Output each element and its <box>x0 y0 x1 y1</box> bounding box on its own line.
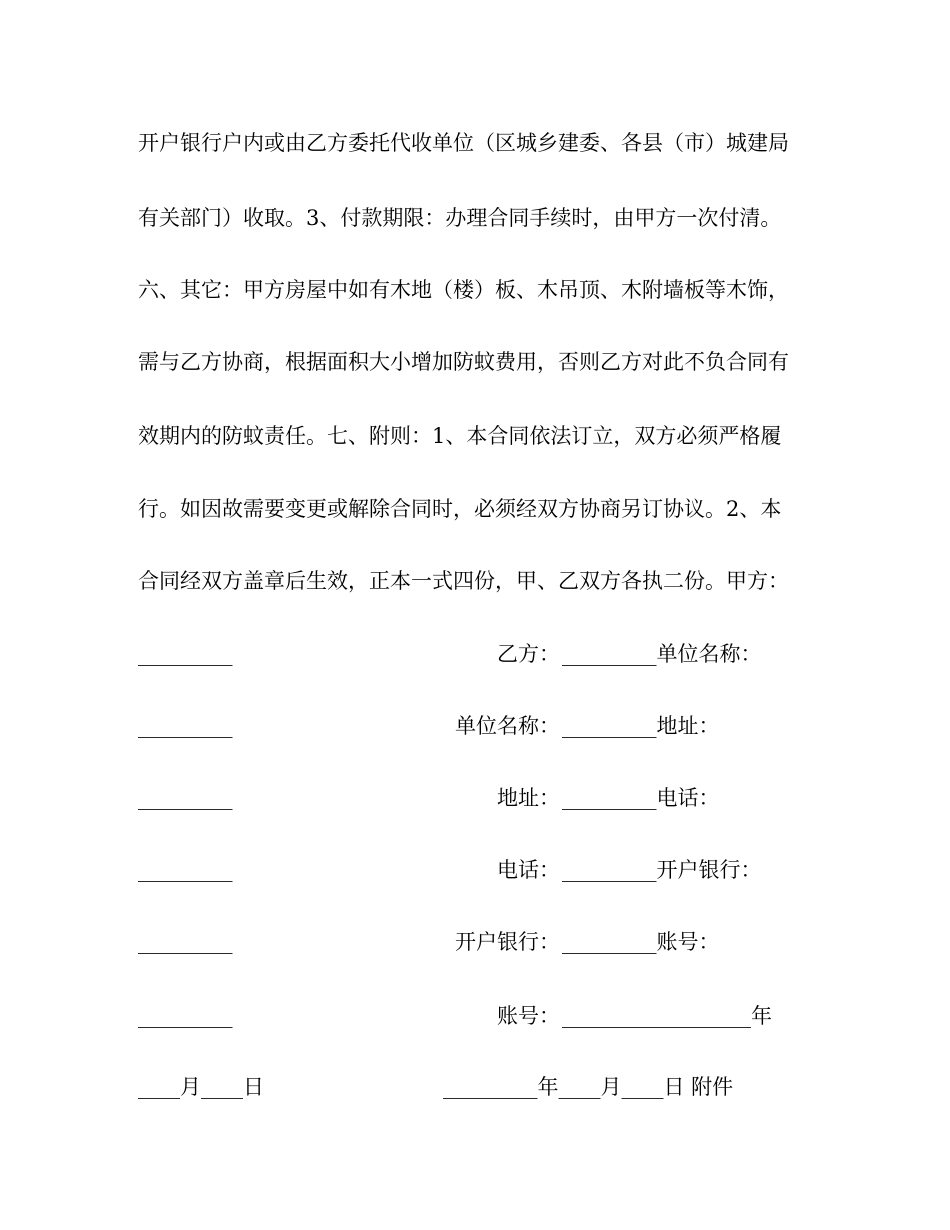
phone-label: 电话： <box>497 858 560 882</box>
signature-row <box>0 711 950 741</box>
bank-value: _________账号： <box>562 930 720 954</box>
party-a-blank: _________ <box>138 858 233 882</box>
paragraph-line: 合同经双方盖章后生效，正本一式四份，甲、乙双方各执二份。甲方： <box>138 569 789 593</box>
address-label: 地址： <box>497 786 560 810</box>
phone-value: _________开户银行： <box>562 858 762 882</box>
date-row <box>0 1072 950 1102</box>
account-label: 账号： <box>497 1004 560 1028</box>
date-right: _________年____月____日 附件 <box>443 1075 734 1099</box>
party-a-blank: _________ <box>138 714 233 738</box>
party-b-label: 乙方： <box>497 642 560 666</box>
party-a-blank: _________ <box>138 930 233 954</box>
signature-row <box>0 783 950 813</box>
signature-row <box>0 927 950 957</box>
paragraph-line: 效期内的防蚊责任。七、附则：1、本合同依法订立，双方必须严格履 <box>138 424 782 448</box>
address-value: _________电话： <box>562 786 720 810</box>
party-a-blank: _________ <box>138 786 233 810</box>
bank-label: 开户银行： <box>455 930 560 954</box>
paragraph-line: 开户银行户内或由乙方委托代收单位（区城乡建委、各县（市）城建局 <box>138 131 789 155</box>
signature-row <box>0 1001 950 1031</box>
date-left: ____月____日 <box>138 1075 264 1099</box>
party-a-blank: _________ <box>138 1004 233 1028</box>
unit-name-value: _________地址： <box>562 714 720 738</box>
account-value: __________________年 <box>562 1004 772 1028</box>
party-b-value: _________单位名称： <box>562 642 762 666</box>
paragraph-line: 有关部门）收取。3、付款期限：办理合同手续时，由甲方一次付清。 <box>138 206 782 230</box>
unit-name-label: 单位名称： <box>455 714 560 738</box>
paragraph-line: 六、其它：甲方房屋中如有木地（楼）板、木吊顶、木附墙板等木饰， <box>138 278 789 302</box>
signature-row <box>0 639 950 669</box>
paragraph-line: 行。如因故需要变更或解除合同时，必须经双方协商另订协议。2、本 <box>138 497 782 521</box>
paragraph-line: 需与乙方协商，根据面积大小增加防蚊费用，否则乙方对此不负合同有 <box>138 350 789 374</box>
party-a-blank: _________ <box>138 642 233 666</box>
signature-row <box>0 855 950 885</box>
